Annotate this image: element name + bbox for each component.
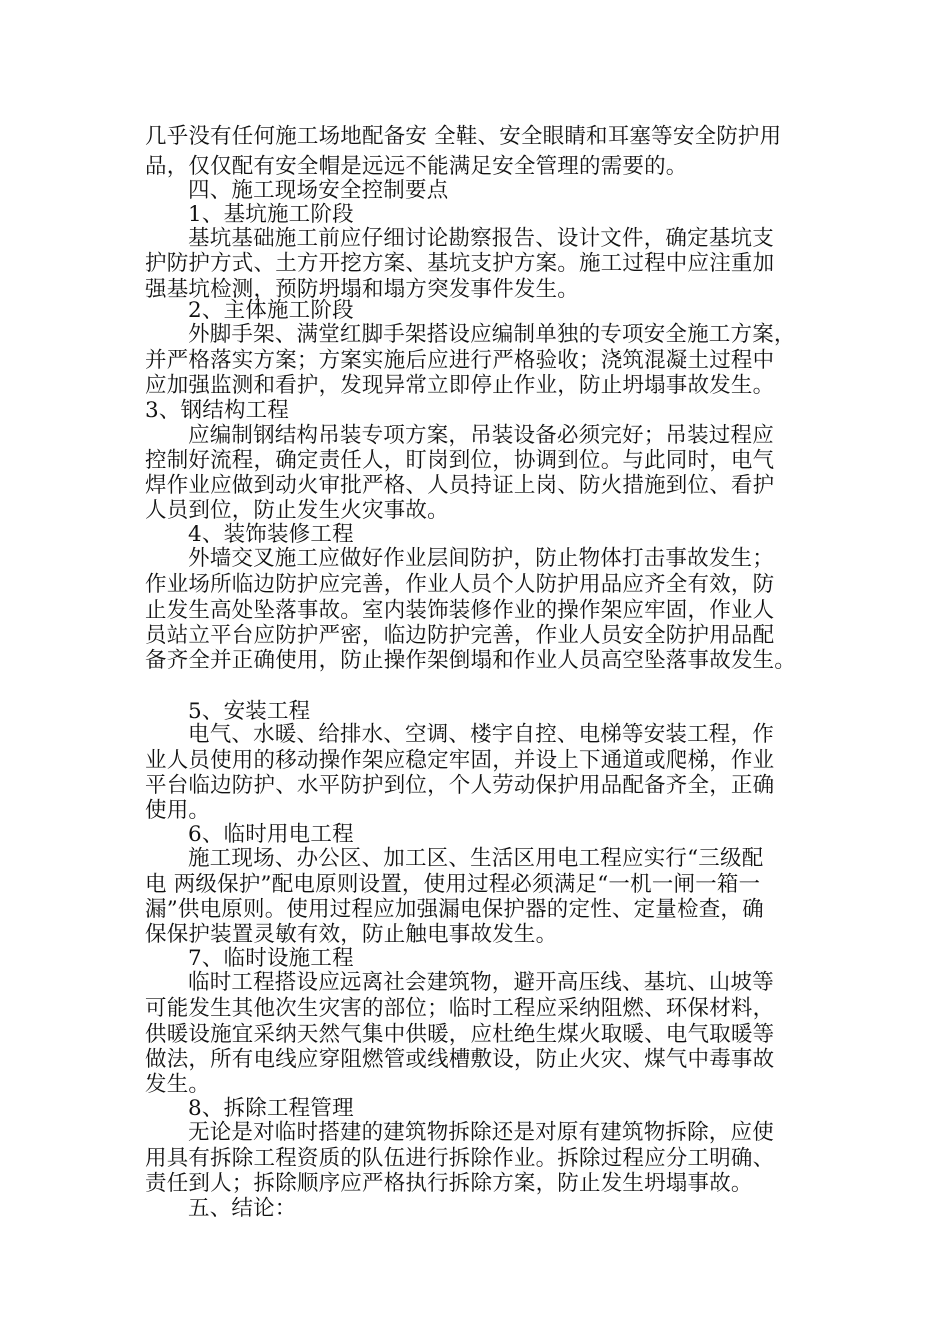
text-line: 应加强监测和看护，发现异常立即停止作业，防止坍塌事故发生。	[145, 373, 775, 398]
text-line: 外脚手架、满堂红脚手架搭设应编制单独的专项安全施工方案，	[188, 322, 796, 347]
text-line: 漏”供电原则。使用过程应加强漏电保护器的定性、定量检查，确	[145, 897, 764, 922]
text-line: 几乎没有任何施工场地配备安 全鞋、安全眼睛和耳塞等安全防护用	[145, 124, 782, 149]
text-line: 应编制钢结构吊装专项方案，吊装设备必须完好；吊装过程应	[188, 423, 774, 448]
subsection-heading: 3、钢结构工程	[145, 398, 290, 423]
section-heading: 五、结论：	[188, 1196, 297, 1221]
text-line: 护防护方式、土方开挖方案、基坑支护方案。施工过程中应注重加	[145, 251, 775, 276]
text-line: 责任到人；拆除顺序应严格执行拆除方案，防止发生坍塌事故。	[145, 1171, 753, 1196]
subsection-heading: 5、安装工程	[188, 699, 311, 724]
text-line: 供暖设施宜采纳天然气集中供暖，应杜绝生煤火取暖、电气取暖等	[145, 1022, 775, 1047]
text-line: 电气、水暖、给排水、空调、楼宇自控、电梯等安装工程，作	[188, 722, 774, 747]
text-line: 止发生高处坠落事故。室内装饰装修作业的操作架应牢固，作业人	[145, 598, 775, 623]
text-line: 用具有拆除工程资质的队伍进行拆除作业。拆除过程应分工明确、	[145, 1146, 775, 1171]
text-line: 可能发生其他次生灾害的部位；临时工程应采纳阻燃、环保材料，	[145, 996, 775, 1021]
text-line: 品，仅仅配有安全帽是远远不能满足安全管理的需要的。	[145, 154, 688, 179]
subsection-heading: 2、主体施工阶段	[188, 298, 354, 323]
text-line: 施工现场、办公区、加工区、生活区用电工程应实行“三级配	[188, 846, 764, 871]
text-line: 焊作业应做到动火审批严格、人员持证上岗、防火措施到位、看护	[145, 473, 775, 498]
subsection-heading: 4、装饰装修工程	[188, 522, 354, 547]
text-line: 员站立平台应防护严密，临边防护完善，作业人员安全防护用品配	[145, 623, 775, 648]
text-line: 业人员使用的移动操作架应稳定牢固，并设上下通道或爬梯，作业	[145, 748, 775, 773]
subsection-heading: 7、临时设施工程	[188, 946, 354, 971]
text-line: 控制好流程，确定责任人，盯岗到位，协调到位。与此同时，电气	[145, 448, 775, 473]
text-line: 备齐全并正确使用，防止操作架倒塌和作业人员高空坠落事故发生。	[145, 648, 797, 673]
text-line: 人员到位，防止发生火灾事故。	[145, 498, 449, 523]
text-line: 外墙交叉施工应做好作业层间防护，防止物体打击事故发生；	[188, 546, 774, 571]
subsection-heading: 6、临时用电工程	[188, 822, 354, 847]
subsection-heading: 1、基坑施工阶段	[188, 202, 354, 227]
text-line: 做法，所有电线应穿阻燃管或线槽敷设，防止火灾、煤气中毒事故	[145, 1047, 775, 1072]
text-line: 作业场所临边防护应完善，作业人员个人防护用品应齐全有效，防	[145, 572, 775, 597]
text-line: 使用。	[145, 798, 211, 823]
text-line: 平台临边防护、水平防护到位，个人劳动保护用品配备齐全，正确	[145, 773, 775, 798]
text-line: 基坑基础施工前应仔细讨论勘察报告、设计文件，确定基坑支	[188, 226, 774, 251]
subsection-heading: 8、拆除工程管理	[188, 1096, 354, 1121]
text-line: 电 两级保护”配电原则设置，使用过程必须满足“一机一闸一箱一	[145, 872, 761, 897]
text-line: 保保护装置灵敏有效，防止触电事故发生。	[145, 922, 558, 947]
text-line: 无论是对临时搭建的建筑物拆除还是对原有建筑物拆除，应使	[188, 1120, 774, 1145]
text-line: 强基坑检测，预防坍塌和塌方突发事件发生。	[145, 277, 580, 302]
section-heading: 四、施工现场安全控制要点	[188, 178, 449, 203]
text-line: 并严格落实方案；方案实施后应进行严格验收；浇筑混凝土过程中	[145, 348, 775, 373]
text-line: 发生。	[145, 1072, 211, 1097]
text-line: 临时工程搭设应远离社会建筑物，避开高压线、基坑、山坡等	[188, 970, 774, 995]
